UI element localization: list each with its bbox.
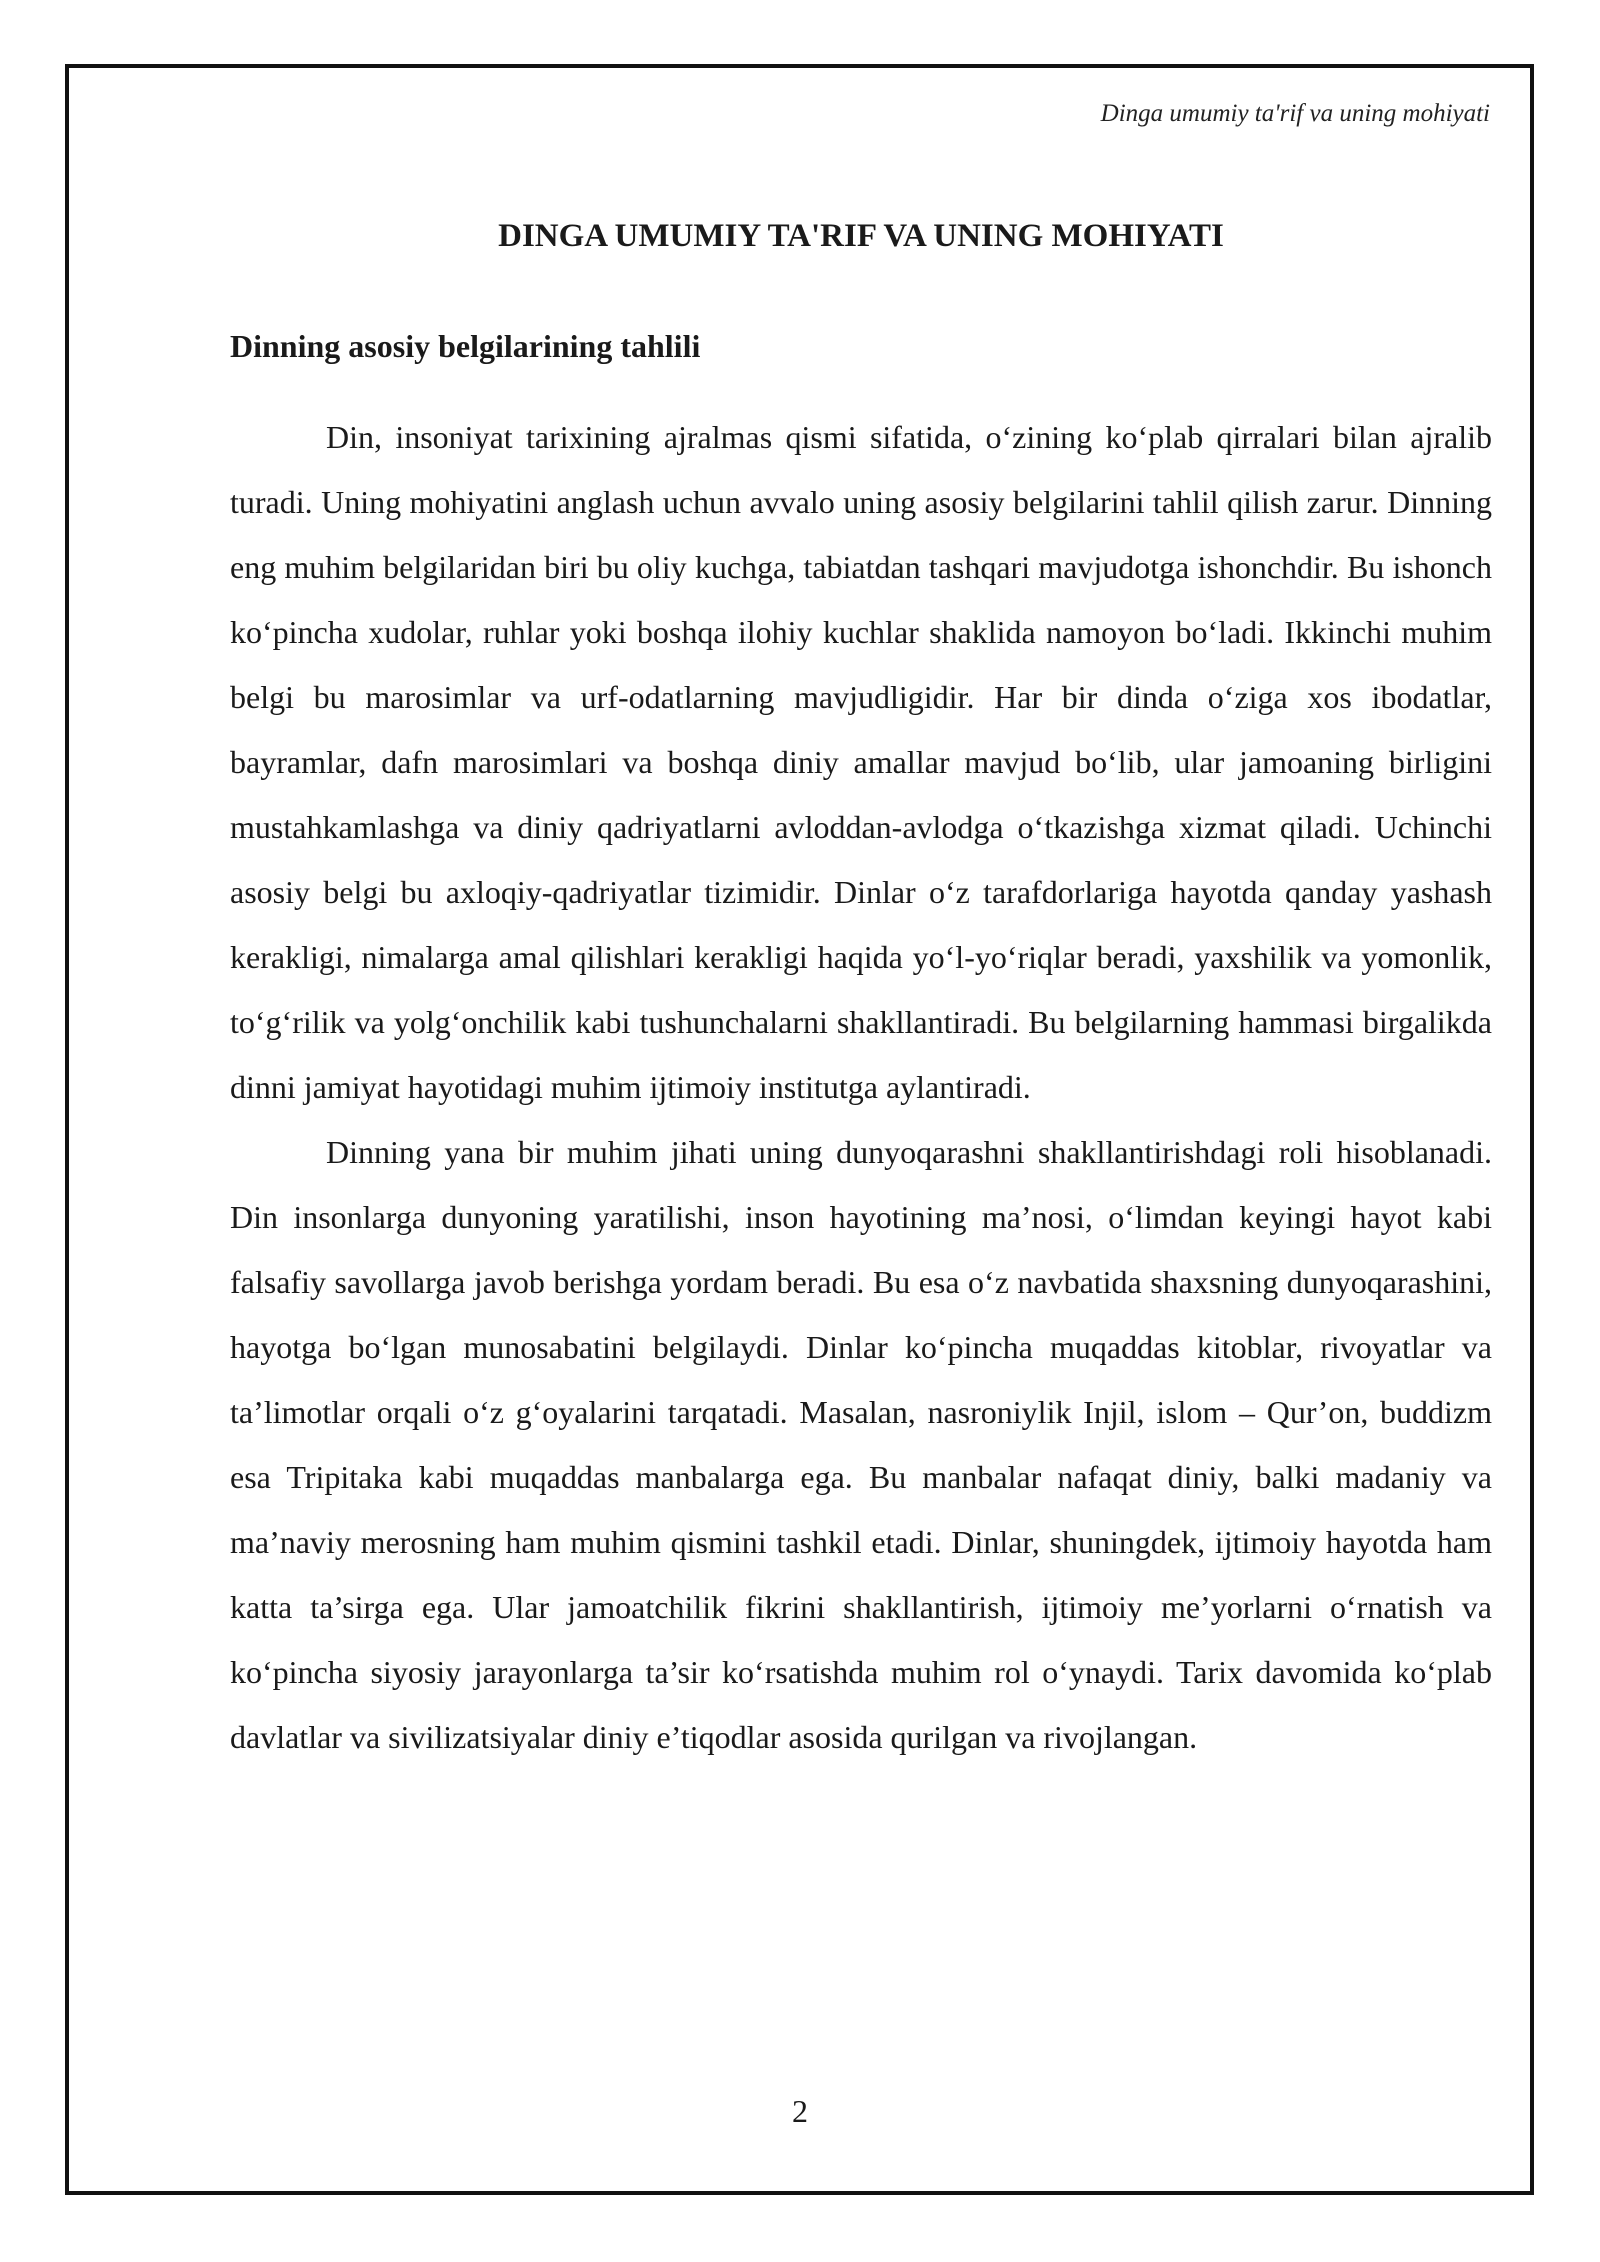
running-header: Dinga umumiy ta'rif va uning mohiyati — [1100, 100, 1490, 127]
section-heading: Dinning asosiy belgilarining tahlili — [230, 328, 701, 364]
page-number: 2 — [792, 2093, 808, 2129]
body-text — [230, 405, 1492, 1770]
paragraph-2: Dinning yana bir muhim jihati uning dunyoqarashni shakllantirishdagi roli hisoblanadi. Din insonlarga dunyoning yaratilishi, inson hayotining ma’nosi, o‘limdan keyingi hayot kabi falsafiy savollarga javob berishga yordam beradi. Bu esa o‘z navbatida shaxsning dunyoqarashini, hayotga bo‘lgan munosabatini belgilaydi. Dinlar ko‘pincha muqaddas kitoblar, rivoyatlar va ta’limotlar orqali o‘z g‘oyalarini tarqatadi. Masalan, nasroniylik Injil, islom – Qur’on, buddizm esa Tripitaka kabi muqaddas manbalarga ega. Bu manbalar nafaqat diniy, balki madaniy va ma’naviy merosning ham muhim qismini tashkil etadi. Dinlar, shuningdek, ijtimoiy hayotda ham katta ta’sirga ega. Ular jamoatchilik fikrini shakllantirish, ijtimoiy me’yorlarni o‘rnatish va ko‘pincha siyosiy jarayonlarga ta’sir ko‘rsatishda muhim rol o‘ynaydi. Tarix davomida ko‘plab davlatlar va sivilizatsiyalar diniy e’tiqodlar asosida qurilgan va rivojlangan. — [230, 1134, 1492, 1755]
document-title: DINGA UMUMIY TA'RIF VA UNING MOHIYATI — [498, 218, 1224, 254]
paragraph-1: Din, insoniyat tarixining ajralmas qismi sifatida, o‘zining ko‘plab qirralari bilan ajralib turadi. Uning mohiyatini anglash uchun avvalo uning asosiy belgilarini tahlil qilish zarur. Dinning eng muhim belgilaridan biri bu oliy kuchga, tabiatdan tashqari mavjudotga ishonchdir. Bu ishonch ko‘pincha xudolar, ruhlar yoki boshqa ilohiy kuchlar shaklida namoyon bo‘ladi. Ikkinchi muhim belgi bu marosimlar va urf-odatlarning mavjudligidir. Har bir dinda o‘ziga xos ibodatlar, bayramlar, dafn marosimlari va boshqa diniy amallar mavjud bo‘lib, ular jamoaning birligini mustahkamlashga va diniy qadriyatlarni avloddan-avlodga o‘tkazishga xizmat qiladi. Uchinchi asosiy belgi bu axloqiy-qadriyatlar tizimidir. Dinlar o‘z tarafdorlariga hayotda qanday yashash kerakligi, nimalarga amal qilishlari kerakligi haqida yo‘l-yo‘riqlar beradi, yaxshilik va yomonlik, to‘g‘rilik va yolg‘onchilik kabi tushunchalarni shakllantiradi. Bu belgilarning hammasi birgalikda dinni jamiyat hayotidagi muhim ijtimoiy institutga aylantiradi. — [230, 419, 1492, 1105]
